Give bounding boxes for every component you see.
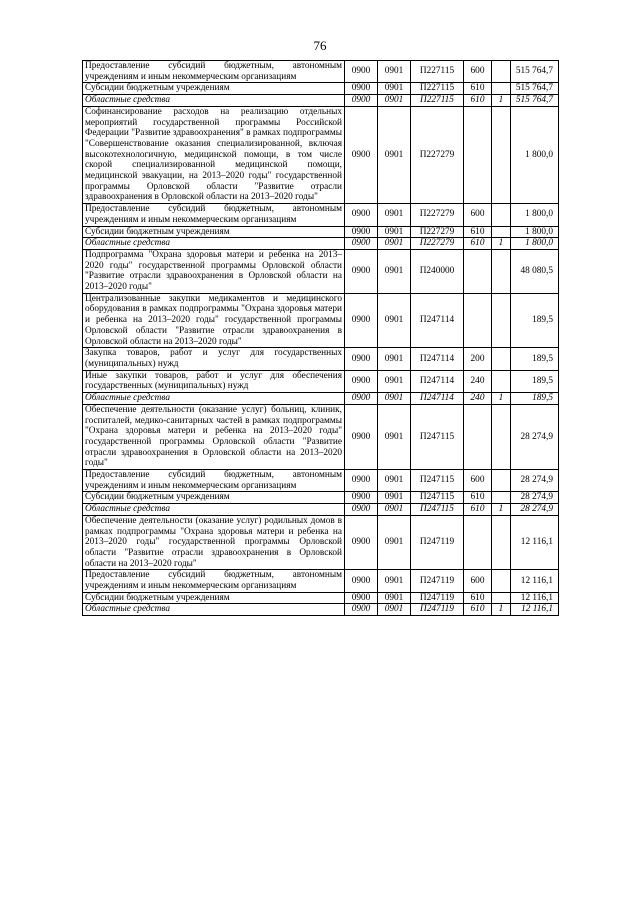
target-article-code: П247119: [411, 592, 464, 604]
section-code: 0901: [378, 348, 411, 370]
funding-source-code: [492, 515, 511, 570]
target-article-code: П247119: [411, 570, 464, 592]
table-row: [83, 238, 559, 250]
department-code: 0900: [345, 249, 378, 293]
expense-type-code: 610: [464, 504, 492, 516]
section-code: 0901: [378, 515, 411, 570]
row-name: Субсидии бюджетным учреждениям: [83, 592, 345, 604]
target-article-code: П227115: [411, 95, 464, 107]
department-code: 0900: [345, 370, 378, 392]
amount: 28 274,9: [511, 404, 559, 469]
department-code: 0900: [345, 492, 378, 504]
amount: 12 116,1: [511, 604, 559, 616]
funding-source-code: [492, 204, 511, 226]
expense-type-code: [464, 249, 492, 293]
amount: 1 800,0: [511, 226, 559, 238]
department-code: 0900: [345, 404, 378, 469]
department-code: 0900: [345, 106, 378, 203]
target-article-code: П247115: [411, 470, 464, 492]
table-row: [83, 348, 559, 370]
target-article-code: П247115: [411, 404, 464, 469]
department-code: 0900: [345, 592, 378, 604]
target-article-code: П247114: [411, 370, 464, 392]
target-article-code: П247119: [411, 515, 464, 570]
funding-source-code: 1: [492, 95, 511, 107]
amount: 189,5: [511, 393, 559, 405]
funding-source-code: [492, 570, 511, 592]
table-body: [83, 61, 559, 616]
table-row: [83, 592, 559, 604]
table-row: [83, 470, 559, 492]
expense-type-code: 610: [464, 604, 492, 616]
expense-type-code: 610: [464, 492, 492, 504]
funding-source-code: [492, 470, 511, 492]
amount: 1 800,0: [511, 204, 559, 226]
department-code: 0900: [345, 470, 378, 492]
expense-type-code: 240: [464, 393, 492, 405]
row-name: Централизованные закупки медикаментов и медицинского оборудования в рамках подпрограммы "Охрана здоровья матери и ребенка на 2013–2020 годы" государственной программы Орловской области "Развитие отрасли здравоохранения в Орловской области на 2013–2020 годы": [83, 293, 345, 348]
expense-type-code: 610: [464, 95, 492, 107]
row-name: Субсидии бюджетным учреждениям: [83, 492, 345, 504]
target-article-code: П247119: [411, 604, 464, 616]
funding-source-code: 1: [492, 238, 511, 250]
section-code: 0901: [378, 249, 411, 293]
row-name: Закупка товаров, работ и услуг для государственных (муниципальных) нужд: [83, 348, 345, 370]
section-code: 0901: [378, 226, 411, 238]
section-code: 0901: [378, 393, 411, 405]
table-row: [83, 249, 559, 293]
expense-type-code: [464, 106, 492, 203]
amount: 12 116,1: [511, 515, 559, 570]
section-code: 0901: [378, 492, 411, 504]
table-row: [83, 83, 559, 95]
target-article-code: П227279: [411, 106, 464, 203]
funding-source-code: [492, 592, 511, 604]
funding-source-code: [492, 370, 511, 392]
funding-source-code: [492, 249, 511, 293]
budget-table: [82, 60, 559, 616]
section-code: 0901: [378, 106, 411, 203]
section-code: 0901: [378, 404, 411, 469]
department-code: 0900: [345, 504, 378, 516]
target-article-code: П227279: [411, 238, 464, 250]
section-code: 0901: [378, 238, 411, 250]
department-code: 0900: [345, 226, 378, 238]
target-article-code: П247115: [411, 504, 464, 516]
table-row: [83, 504, 559, 516]
funding-source-code: [492, 404, 511, 469]
row-name: Областные средства: [83, 95, 345, 107]
section-code: 0901: [378, 95, 411, 107]
table-row: [83, 106, 559, 203]
amount: 28 274,9: [511, 492, 559, 504]
table-row: [83, 570, 559, 592]
expense-type-code: 600: [464, 61, 492, 83]
section-code: 0901: [378, 293, 411, 348]
section-code: 0901: [378, 570, 411, 592]
department-code: 0900: [345, 61, 378, 83]
expense-type-code: 610: [464, 226, 492, 238]
table-row: [83, 293, 559, 348]
section-code: 0901: [378, 204, 411, 226]
section-code: 0901: [378, 604, 411, 616]
row-name: Областные средства: [83, 393, 345, 405]
amount: 48 080,5: [511, 249, 559, 293]
funding-source-code: 1: [492, 393, 511, 405]
funding-source-code: [492, 83, 511, 95]
amount: 515 764,7: [511, 83, 559, 95]
row-name: Предоставление субсидий бюджетным, автономным учреждениям и иным некоммерческим организациям: [83, 570, 345, 592]
department-code: 0900: [345, 604, 378, 616]
table-row: [83, 95, 559, 107]
amount: 12 116,1: [511, 592, 559, 604]
amount: 12 116,1: [511, 570, 559, 592]
table-row: [83, 61, 559, 83]
target-article-code: П227279: [411, 204, 464, 226]
target-article-code: П247114: [411, 393, 464, 405]
funding-source-code: [492, 61, 511, 83]
table-row: [83, 515, 559, 570]
row-name: Софинансирование расходов на реализацию отдельных мероприятий государственной программы Российской Федерации "Развитие здравоохранения" в рамках подпрограммы "Совершенствование оказания специализированной, включая высокотехнологичную, медицинской помощи, в том числе скорой специализированной медицинской помощи, медицинской эвакуации, на 2013–2020 годы" государственной программы Орловской области "Развитие отрасли здравоохранения в Орловской области на 2013–2020 годы": [83, 106, 345, 203]
row-name: Предоставление субсидий бюджетным, автономным учреждениям и иным некоммерческим организациям: [83, 61, 345, 83]
table-row: [83, 492, 559, 504]
table-row: [83, 370, 559, 392]
target-article-code: П247114: [411, 293, 464, 348]
section-code: 0901: [378, 61, 411, 83]
department-code: 0900: [345, 95, 378, 107]
row-name: Предоставление субсидий бюджетным, автономным учреждениям и иным некоммерческим организациям: [83, 204, 345, 226]
funding-source-code: [492, 293, 511, 348]
expense-type-code: 240: [464, 370, 492, 392]
amount: 515 764,7: [511, 95, 559, 107]
table-row: [83, 226, 559, 238]
row-name: Обеспечение деятельности (оказание услуг) больниц, клиник, госпиталей, медико-санитарных частей в рамках подпрограммы "Охрана здоровья матери и ребенка на 2013–2020 годы" государственной программы Орловской области "Развитие отрасли здравоохранения в Орловской области на 2013–2020 годы": [83, 404, 345, 469]
row-name: Подпрограмма "Охрана здоровья матери и ребенка на 2013–2020 годы" государственной программы Орловской области "Развитие отрасли здравоохранения в Орловской области на 2013–2020 годы": [83, 249, 345, 293]
row-name: Иные закупки товаров, работ и услуг для обеспечения государственных (муниципальных) нужд: [83, 370, 345, 392]
funding-source-code: 1: [492, 504, 511, 516]
page-number: 76: [313, 38, 327, 53]
expense-type-code: 600: [464, 204, 492, 226]
department-code: 0900: [345, 204, 378, 226]
expense-type-code: [464, 515, 492, 570]
expense-type-code: 610: [464, 238, 492, 250]
section-code: 0901: [378, 504, 411, 516]
row-name: Предоставление субсидий бюджетным, автономным учреждениям и иным некоммерческим организациям: [83, 470, 345, 492]
table-row: [83, 204, 559, 226]
amount: 28 274,9: [511, 470, 559, 492]
table-row: [83, 404, 559, 469]
amount: 1 800,0: [511, 106, 559, 203]
row-name: Субсидии бюджетным учреждениям: [83, 226, 345, 238]
expense-type-code: 610: [464, 83, 492, 95]
row-name: Субсидии бюджетным учреждениям: [83, 83, 345, 95]
department-code: 0900: [345, 293, 378, 348]
department-code: 0900: [345, 515, 378, 570]
target-article-code: П227115: [411, 61, 464, 83]
amount: 28 274,9: [511, 504, 559, 516]
row-name: Обеспечение деятельности (оказание услуг) родильных домов в рамках подпрограммы "Охрана здоровья матери и ребенка на 2013–2020 годы" государственной программы Орловской области "Развитие отрасли здравоохранения в Орловской области на 2013–2020 годы": [83, 515, 345, 570]
department-code: 0900: [345, 348, 378, 370]
target-article-code: П227279: [411, 226, 464, 238]
target-article-code: П240000: [411, 249, 464, 293]
row-name: Областные средства: [83, 238, 345, 250]
funding-source-code: 1: [492, 604, 511, 616]
section-code: 0901: [378, 83, 411, 95]
section-code: 0901: [378, 592, 411, 604]
target-article-code: П227115: [411, 83, 464, 95]
department-code: 0900: [345, 238, 378, 250]
funding-source-code: [492, 492, 511, 504]
amount: 189,5: [511, 348, 559, 370]
department-code: 0900: [345, 570, 378, 592]
expense-type-code: 600: [464, 570, 492, 592]
target-article-code: П247114: [411, 348, 464, 370]
table-row: [83, 604, 559, 616]
department-code: 0900: [345, 393, 378, 405]
section-code: 0901: [378, 370, 411, 392]
expense-type-code: 200: [464, 348, 492, 370]
funding-source-code: [492, 348, 511, 370]
row-name: Областные средства: [83, 504, 345, 516]
funding-source-code: [492, 226, 511, 238]
amount: 189,5: [511, 370, 559, 392]
amount: 189,5: [511, 293, 559, 348]
expense-type-code: [464, 293, 492, 348]
funding-source-code: [492, 106, 511, 203]
expense-type-code: 610: [464, 592, 492, 604]
amount: 1 800,0: [511, 238, 559, 250]
amount: 515 764,7: [511, 61, 559, 83]
expense-type-code: 600: [464, 470, 492, 492]
table-row: [83, 393, 559, 405]
department-code: 0900: [345, 83, 378, 95]
target-article-code: П247115: [411, 492, 464, 504]
section-code: 0901: [378, 470, 411, 492]
expense-type-code: [464, 404, 492, 469]
row-name: Областные средства: [83, 604, 345, 616]
